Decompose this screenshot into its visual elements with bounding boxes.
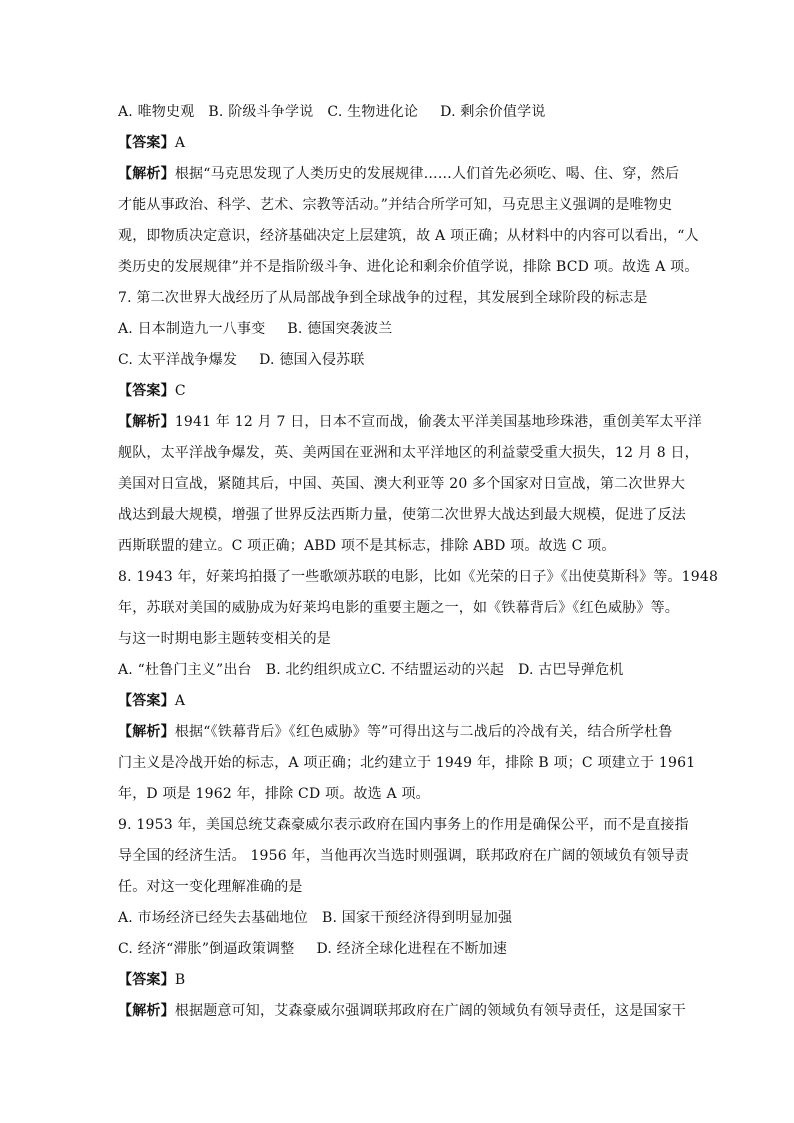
- q8-answer-value: A: [174, 693, 186, 709]
- q9-question-line-3: 任。对这一变化理解准确的是: [118, 879, 303, 895]
- q6-option-a: A. 唯物史观: [118, 104, 195, 120]
- q7-question: 7. 第二次世界大战经历了从局部战争到全球战争的过程，其发展到全球阶段的标志是: [118, 290, 648, 306]
- q8-question-line-1: 8. 1943 年，好莱坞拍摄了一些歌颂苏联的电影，比如《光荣的日子》《出使莫斯科》等。1948: [118, 569, 719, 585]
- q7-analysis-line-4: 战达到最大规模，增强了世界反法西斯力量，使第二次世界大战达到最大规模，促进了反法: [118, 507, 686, 523]
- q8-analysis-line-2: 门主义是冷战开始的标志，A 项正确；北约建立于 1949 年，排除 B 项；C 项建立于 1961: [118, 755, 696, 771]
- q6-option-d: D. 剩余价值学说: [440, 104, 546, 120]
- q7-answer: [118, 381, 678, 401]
- q8-analysis-line-3: 年，D 项是 1962 年，排除 CD 项。故选 A 项。: [118, 786, 430, 802]
- analysis-tag: 【解析】: [118, 724, 175, 740]
- q7-options-row-1: [118, 319, 678, 339]
- analysis-tag: 【解析】: [118, 166, 175, 182]
- q9-options-row-2: [118, 939, 678, 959]
- q8-option-a: A. “杜鲁门主义”出台: [118, 662, 252, 678]
- analysis-text: 1941 年 12 月 7 日，日本不宣而战，偷袭太平洋美国基地珍珠港，重创美军太平洋: [174, 414, 703, 430]
- analysis-text: 根据“《铁幕背后》《红色威胁》等”可得出这与二战后的冷战有关，结合所学杜鲁: [174, 724, 673, 740]
- q6-analysis-line-4: 类历史的发展规律”并不是指阶级斗争、进化论和剩余价值学说，排除 BCD 项。故选 A 项。: [118, 259, 699, 275]
- q6-analysis-line-1: [118, 164, 678, 184]
- answer-tag: 【答案】: [118, 135, 175, 151]
- q6-analysis-line-2: 才能从事政治、科学、艺术、宗教等活动。”并结合所学可知，马克思主义强调的是唯物史: [118, 197, 673, 213]
- q8-option-c: C. 不结盟运动的兴起: [370, 662, 505, 678]
- q9-analysis-line-1: [118, 1001, 687, 1021]
- q6-option-b: B. 阶级斗争学说: [208, 104, 314, 120]
- q9-option-a: A. 市场经济已经失去基础地位: [118, 910, 309, 926]
- analysis-text: 根据“马克思发现了人类历史的发展规律……人们首先必须吃、喝、住、穿，然后: [174, 166, 680, 182]
- analysis-tag: 【解析】: [118, 1003, 175, 1019]
- q7-option-c: C. 太平洋战争爆发: [118, 352, 238, 368]
- q7-analysis-line-3: 美国对日宣战，紧随其后，中国、英国、澳大利亚等 20 多个国家对日宣战，第二次世界大: [118, 476, 686, 492]
- q8-question-line-3: 与这一时期电影主题转变相关的是: [118, 631, 331, 647]
- q7-option-b: B. 德国突袭波兰: [287, 321, 393, 337]
- q6-analysis-line-3: 观，即物质决定意识，经济基础决定上层建筑，故 A 项正确；从材料中的内容可以看出，“人: [118, 228, 699, 244]
- q6-answer: [118, 133, 678, 153]
- answer-tag: 【答案】: [118, 693, 175, 709]
- q7-analysis-line-2: 舰队，太平洋战争爆发，英、美两国在亚洲和太平洋地区的利益蒙受重大损失，12 月 8 日，: [118, 445, 699, 461]
- answer-tag: 【答案】: [118, 383, 175, 399]
- q7-option-d: D. 德国入侵苏联: [259, 352, 365, 368]
- q8-options-row: [118, 660, 678, 680]
- q9-option-b: B. 国家干预经济得到明显加强: [322, 910, 513, 926]
- q9-answer: [118, 970, 678, 990]
- q9-question-line-2: 导全国的经济生活。 1956 年，当他再次当选时则强调，联邦政府在广阔的领域负有领导责: [118, 848, 690, 864]
- q7-options-row-2: [118, 350, 678, 370]
- analysis-tag: 【解析】: [118, 414, 175, 430]
- q6-option-c: C. 生物进化论: [327, 104, 419, 120]
- q8-option-d: D. 古巴导弹危机: [518, 662, 624, 678]
- q7-analysis-line-5: 西斯联盟的建立。C 项正确；ABD 项不是其标志，排除 ABD 项。故选 C 项。: [118, 538, 616, 554]
- q6-options-row: [118, 102, 678, 122]
- q7-option-a: A. 日本制造九一八事变: [118, 321, 266, 337]
- q9-question-line-1: 9. 1953 年，美国总统艾森豪威尔表示政府在国内事务上的作用是确保公平，而不是直接指: [118, 817, 689, 833]
- q9-option-c: C. 经济“滞胀”倒逼政策调整: [118, 941, 295, 957]
- q9-options-row-1: [118, 908, 678, 928]
- q7-answer-value: C: [174, 383, 186, 399]
- q7-analysis-line-1: [118, 412, 703, 432]
- analysis-text: 根据题意可知，艾森豪威尔强调联邦政府在广阔的领域负有领导责任，这是国家干: [174, 1003, 687, 1019]
- q6-answer-value: A: [174, 135, 186, 151]
- q9-answer-value: B: [174, 972, 186, 988]
- q8-question-line-2: 年，苏联对美国的威胁成为好莱坞电影的重要主题之一，如《铁幕背后》《红色威胁》等。: [118, 600, 679, 616]
- q9-option-d: D. 经济全球化进程在不断加速: [316, 941, 508, 957]
- q8-answer: [118, 691, 678, 711]
- answer-tag: 【答案】: [118, 972, 175, 988]
- q8-option-b: B. 北约组织成立: [265, 662, 371, 678]
- q8-analysis-line-1: [118, 722, 678, 742]
